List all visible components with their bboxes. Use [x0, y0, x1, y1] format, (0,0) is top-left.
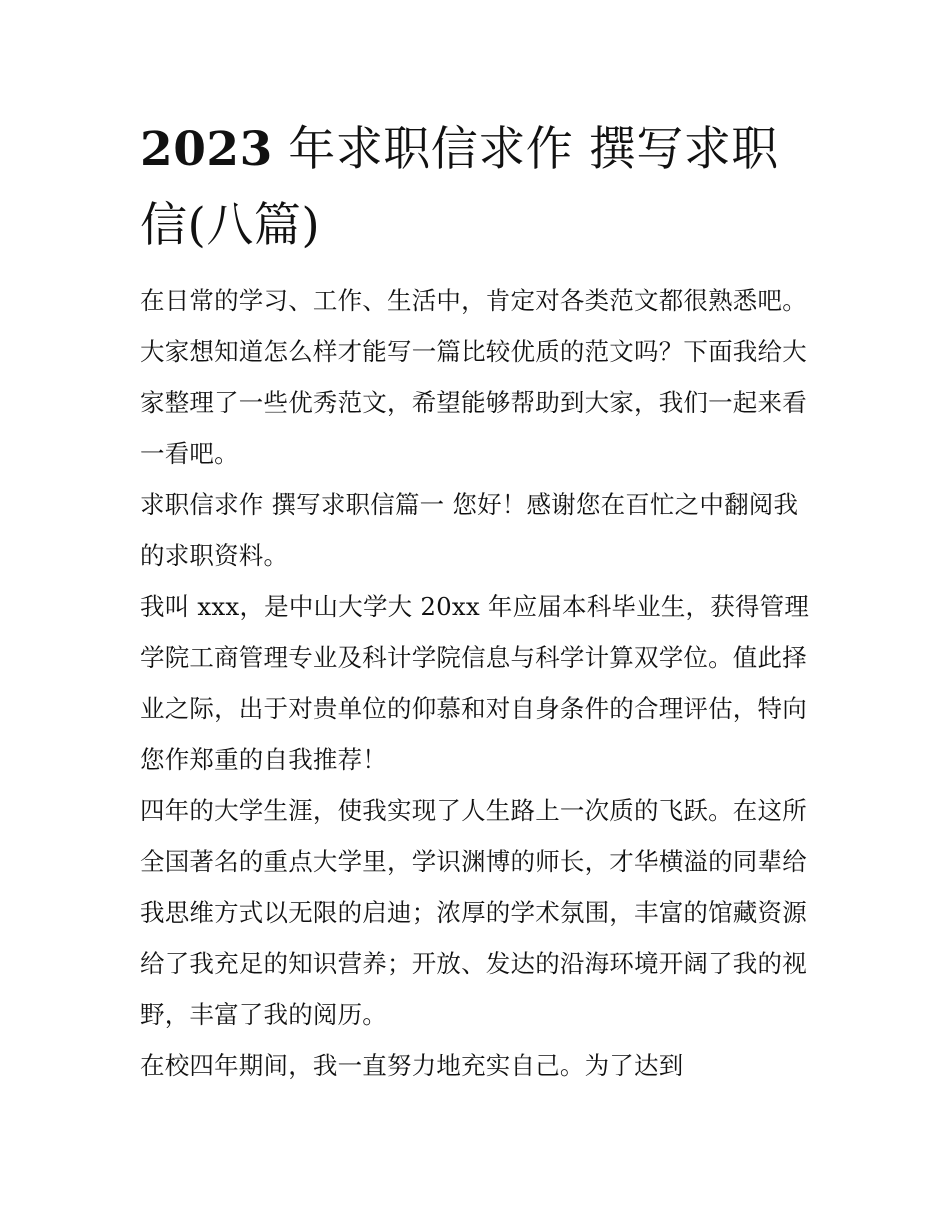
text-line: 全国著名的重点大学里，学识渊博的师长，才华横溢的同辈给 [140, 847, 807, 876]
title-text: 年求职信求作 撰写求职信(八篇) [140, 122, 779, 253]
text-line: 一看吧。 [140, 439, 239, 468]
text-line: 我叫 xxx，是中山大学大 20xx 年应届本科毕业生，获得管理 [140, 592, 810, 621]
text-line: 野，丰富了我的阅历。 [140, 1000, 387, 1029]
text-line: 给了我充足的知识营养；开放、发达的沿海环境开阔了我的视 [140, 949, 807, 978]
document-title [140, 112, 820, 264]
paragraph-school-years [140, 1040, 820, 1091]
text-line: 我思维方式以无限的启迪；浓厚的学术氛围，丰富的馆藏资源 [140, 898, 807, 927]
text-line: 学院工商管理专业及科计学院信息与科学计算双学位。值此择 [140, 643, 807, 672]
text-line: 家整理了一些优秀范文，希望能够帮助到大家，我们一起来看 [140, 388, 807, 417]
title-year: 2023 [140, 122, 273, 177]
text-line: 的求职资料。 [140, 541, 289, 570]
text-line: 在校四年期间，我一直努力地充实自己。为了达到 [140, 1051, 684, 1080]
paragraph-intro [140, 275, 820, 479]
text-line: 四年的大学生涯，使我实现了人生路上一次质的飞跃。在这所 [140, 796, 807, 825]
paragraph-self-intro [140, 581, 820, 785]
document-body [140, 275, 820, 1091]
text-line: 求职信求作 撰写求职信篇一 您好！感谢您在百忙之中翻阅我 [140, 490, 799, 519]
text-line: 大家想知道怎么样才能写一篇比较优质的范文吗？下面我给大 [140, 337, 807, 366]
paragraph-university [140, 785, 820, 1040]
text-line: 您作郑重的自我推荐！ [140, 745, 387, 774]
text-line: 业之际，出于对贵单位的仰慕和对自身条件的合理评估，特向 [140, 694, 807, 723]
paragraph-greeting [140, 479, 820, 581]
text-line: 在日常的学习、工作、生活中，肯定对各类范文都很熟悉吧。 [140, 286, 807, 315]
